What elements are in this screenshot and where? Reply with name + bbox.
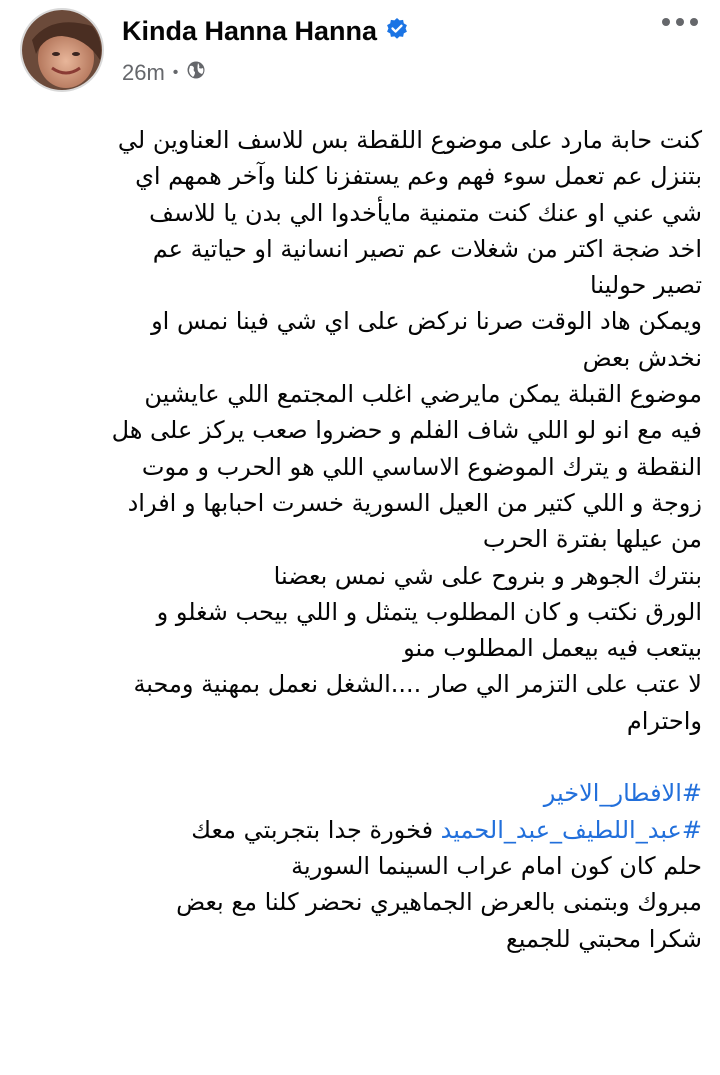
body-line: النقطة و يترك الموضوع الاساسي اللي هو الحرب و موت <box>141 452 702 481</box>
avatar[interactable] <box>20 8 104 92</box>
globe-icon[interactable] <box>186 60 206 86</box>
hashtag-link[interactable]: #الافطار_الاخير <box>543 779 702 808</box>
body-line: من عيلها بفترة الحرب <box>482 525 702 554</box>
body-line: شكرا محبتي للجميع <box>505 924 702 953</box>
post-header <box>0 0 720 100</box>
post-meta <box>122 60 206 86</box>
body-line: مبروك وبتمنى بالعرض الجماهيري نحضر كلنا مع بعض <box>176 888 702 917</box>
more-options-icon[interactable] <box>662 18 698 26</box>
hashtag-link[interactable]: #عبد_اللطيف_عبد_الحميد <box>440 815 702 844</box>
body-line: بتنزل عم تعمل سوء فهم وعم يستفزنا كلنا وآخر همهم اي <box>135 162 702 191</box>
body-line: واحترام <box>626 706 702 735</box>
body-line: نخدش بعض <box>582 343 702 372</box>
body-line: بنترك الجوهر و بنروح على شي نمس بعضنا <box>273 561 702 590</box>
body-line: اخد ضجة اكتر من شغلات عم تصير انسانية او حياتية عم <box>152 234 702 263</box>
body-line: فيه مع انو لو اللي شاف الفلم و حضروا صعب يركز على هل <box>111 416 702 445</box>
verified-badge-icon <box>385 17 409 45</box>
body-line: كنت حابة مارد على موضوع اللقطة بس للاسف العناوين لي <box>117 126 702 154</box>
body-line: ويمكن هاد الوقت صرنا نركض على اي شي فينا نمس او <box>151 307 702 336</box>
hashtag-line <box>24 812 702 848</box>
body-line: تصير حولينا <box>590 271 702 300</box>
author-name[interactable]: Kinda Hanna Hanna <box>122 16 378 46</box>
body-line: الورق نكتب و كان المطلوب يتمثل و اللي بيحب شغلو و <box>156 597 702 626</box>
author-line <box>122 14 409 48</box>
hashtag-line <box>24 775 702 811</box>
body-line: موضوع القبلة يمكن مايرضي اغلب المجتمع اللي عايشين <box>144 380 702 409</box>
hashtag-line-text: فخورة جدا بتجربتي معك <box>191 815 441 844</box>
body-line: حلم كان كون امام عراب السينما السورية <box>291 851 702 880</box>
body-line: زوجة و اللي كتير من العيل السورية خسرت احبابها و افراد <box>127 488 702 517</box>
meta-separator: • <box>172 64 179 81</box>
body-line: لا عتب على التزمر الي صار ....الشغل نعمل بمهنية ومحبة <box>133 670 702 699</box>
body-line: بيتعب فيه بيعمل المطلوب منو <box>403 634 702 663</box>
post-body <box>24 122 702 957</box>
body-line: شي عني او عنك كنت متمنية مايأخدوا الي بدن يا للاسف <box>149 198 702 227</box>
timestamp[interactable]: 26m <box>122 60 165 85</box>
blank-line <box>24 739 702 775</box>
